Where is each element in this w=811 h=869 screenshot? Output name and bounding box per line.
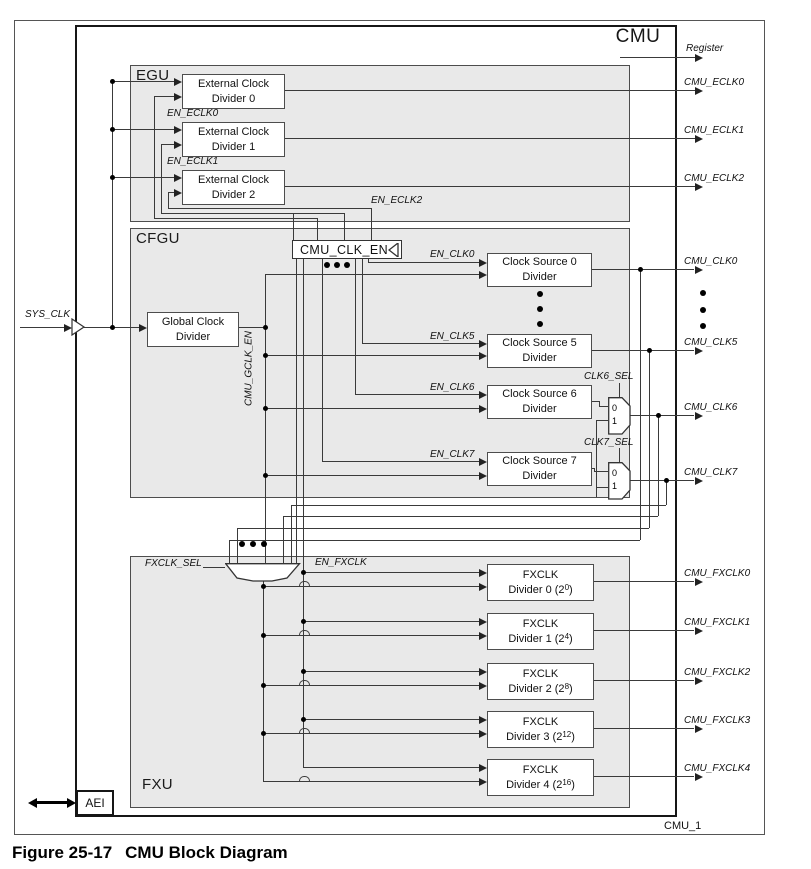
wire-hop xyxy=(299,581,310,587)
wire xyxy=(293,213,294,240)
wire xyxy=(237,528,238,563)
wire xyxy=(371,208,372,240)
cmu-gclk-en-label: CMU_GCLK_EN xyxy=(243,330,255,407)
wire xyxy=(592,630,694,631)
en-eclk1-label: EN_ECLK1 xyxy=(167,156,219,167)
wire xyxy=(237,528,649,529)
junction-dot xyxy=(263,473,268,478)
arrowhead-icon xyxy=(479,764,487,772)
wire xyxy=(168,208,371,209)
fxclk-divider-0: FXCLK Divider 0 $(2^0)$ xyxy=(487,564,594,601)
wire xyxy=(112,129,174,130)
wire xyxy=(322,259,323,461)
arrowhead-icon xyxy=(479,271,487,279)
wire-hop xyxy=(299,776,310,782)
cfgu-label: CFGU xyxy=(136,230,180,247)
arrowhead-icon xyxy=(174,93,182,101)
wire xyxy=(283,516,284,563)
wire xyxy=(263,635,479,636)
wire xyxy=(161,144,175,145)
junction-dot xyxy=(110,79,115,84)
ellipsis-dot xyxy=(700,323,706,329)
wire xyxy=(620,57,695,58)
cmu-eclk1-label: CMU_ECLK1 xyxy=(684,125,745,136)
clk7-mux xyxy=(608,462,632,500)
wire xyxy=(619,448,620,462)
arrowhead-icon xyxy=(479,569,487,577)
wire xyxy=(317,218,318,240)
clock-source-5-divider: Clock Source 5 Divider xyxy=(487,334,592,368)
cmu-clk0-label: CMU_CLK0 xyxy=(684,256,738,267)
wire xyxy=(666,480,667,505)
arrowhead-icon xyxy=(174,141,182,149)
arrowhead-icon xyxy=(479,458,487,466)
wire xyxy=(296,259,297,563)
cmu-clk-en-block: CMU_CLK_EN xyxy=(292,240,402,259)
aei-bus-wire xyxy=(36,801,68,804)
junction-dot xyxy=(110,325,115,330)
wire xyxy=(263,581,264,781)
junction-dot xyxy=(263,406,268,411)
wire xyxy=(596,487,597,497)
wire xyxy=(283,90,695,91)
wire xyxy=(658,415,659,516)
arrowhead-icon xyxy=(695,677,703,685)
arrowhead-left-icon xyxy=(28,798,37,808)
arrowhead-icon xyxy=(479,632,487,640)
sys-clk-label: SYS_CLK xyxy=(25,309,71,320)
fxclk-divider-3: FXCLK Divider 3 $(2^{12})$ xyxy=(487,711,594,748)
arrowhead-icon xyxy=(479,778,487,786)
clock-source-0-divider: Clock Source 0 Divider xyxy=(487,253,592,287)
wire-hop xyxy=(299,630,310,636)
wire xyxy=(229,540,230,563)
en-clk6-label: EN_CLK6 xyxy=(430,382,475,393)
junction-dot xyxy=(301,717,306,722)
arrowhead-icon xyxy=(479,352,487,360)
junction-dot xyxy=(301,570,306,575)
instance-label: CMU_1 xyxy=(664,820,702,832)
wire xyxy=(263,733,479,734)
wire xyxy=(265,475,479,476)
wire xyxy=(592,581,694,582)
wire xyxy=(322,461,479,462)
svg-text:0: 0 xyxy=(612,403,618,413)
svg-text:0: 0 xyxy=(612,468,618,478)
wire xyxy=(265,274,266,563)
arrowhead-icon xyxy=(479,716,487,724)
junction-dot xyxy=(261,633,266,638)
arrowhead-icon xyxy=(174,78,182,86)
wire xyxy=(640,269,641,540)
junction-dot xyxy=(261,584,266,589)
arrowhead-icon xyxy=(479,682,487,690)
arrowhead-icon xyxy=(695,54,703,62)
ellipsis-dot xyxy=(324,262,330,268)
arrowhead-icon xyxy=(695,477,703,485)
ellipsis-dot xyxy=(334,262,340,268)
wire xyxy=(596,420,597,497)
junction-dot xyxy=(110,175,115,180)
egu-label: EGU xyxy=(136,67,170,84)
fxclk-sel-label: FXCLK_SEL xyxy=(145,558,202,569)
wire xyxy=(112,177,174,178)
clk6-mux xyxy=(608,397,632,435)
wire xyxy=(265,355,479,356)
wire xyxy=(303,621,479,622)
clock-input-buffer-icon xyxy=(71,318,86,336)
arrowhead-right-icon xyxy=(67,798,76,808)
arrowhead-icon xyxy=(695,266,703,274)
wire xyxy=(592,680,694,681)
wire xyxy=(291,505,292,563)
wire xyxy=(368,262,479,263)
external-clock-divider-2: External Clock Divider 2 xyxy=(182,170,285,205)
en-clk0-label: EN_CLK0 xyxy=(430,249,475,260)
aei-block: AEI xyxy=(76,790,114,816)
arrowhead-icon xyxy=(695,725,703,733)
fxu-label: FXU xyxy=(142,776,173,793)
en-clk7-label: EN_CLK7 xyxy=(430,449,475,460)
wire xyxy=(154,96,175,97)
en-clk5-label: EN_CLK5 xyxy=(430,331,475,342)
junction-dot xyxy=(261,683,266,688)
arrowhead-icon xyxy=(479,668,487,676)
arrowhead-icon xyxy=(695,87,703,95)
external-clock-divider-0: External Clock Divider 0 xyxy=(182,74,285,109)
junction-dot xyxy=(263,325,268,330)
fxclk-mux xyxy=(225,563,301,582)
clock-notch-icon xyxy=(388,243,399,257)
arrowhead-icon xyxy=(695,412,703,420)
arrowhead-icon xyxy=(479,259,487,267)
cmu-eclk2-label: CMU_ECLK2 xyxy=(684,173,745,184)
junction-dot xyxy=(110,127,115,132)
wire xyxy=(303,719,479,720)
register-output-label: Register xyxy=(686,43,724,54)
arrowhead-icon xyxy=(174,126,182,134)
ellipsis-dot xyxy=(700,307,706,313)
fxclk-divider-2: FXCLK Divider 2 $(2^8)$ xyxy=(487,663,594,700)
arrowhead-icon xyxy=(695,183,703,191)
wire xyxy=(161,144,162,213)
wire xyxy=(362,259,363,343)
junction-dot xyxy=(647,348,652,353)
cmu-clk6-label: CMU_CLK6 xyxy=(684,402,738,413)
junction-dot xyxy=(656,413,661,418)
arrowhead-icon xyxy=(479,391,487,399)
wire xyxy=(594,471,608,472)
global-clock-divider: Global Clock Divider xyxy=(147,312,239,347)
ellipsis-dot xyxy=(700,290,706,296)
svg-text:1: 1 xyxy=(612,416,618,426)
cmu-fxclk4-label: CMU_FXCLK4 xyxy=(684,763,751,774)
arrowhead-icon xyxy=(695,627,703,635)
cmu-clk5-label: CMU_CLK5 xyxy=(684,337,738,348)
junction-dot xyxy=(664,478,669,483)
wire xyxy=(283,138,695,139)
wire xyxy=(112,81,113,328)
wire xyxy=(283,516,658,517)
ellipsis-dot xyxy=(537,306,543,312)
cmu-fxclk3-label: CMU_FXCLK3 xyxy=(684,715,751,726)
wire xyxy=(596,420,608,421)
wire xyxy=(303,671,479,672)
clock-source-7-divider: Clock Source 7 Divider xyxy=(487,452,592,486)
en-eclk2-label: EN_ECLK2 xyxy=(371,195,423,206)
external-clock-divider-1: External Clock Divider 1 xyxy=(182,122,285,157)
wire xyxy=(20,327,64,328)
arrowhead-icon xyxy=(479,405,487,413)
wire xyxy=(596,487,608,488)
cmu-eclk0-label: CMU_ECLK0 xyxy=(684,77,745,88)
wire xyxy=(265,408,479,409)
arrowhead-icon xyxy=(479,340,487,348)
wire xyxy=(303,259,304,767)
wire xyxy=(592,776,694,777)
junction-dot xyxy=(263,353,268,358)
cmu-clk7-label: CMU_CLK7 xyxy=(684,467,738,478)
wire xyxy=(362,343,479,344)
ellipsis-dot xyxy=(537,321,543,327)
junction-dot xyxy=(301,669,306,674)
wire xyxy=(649,350,650,528)
arrowhead-icon xyxy=(174,174,182,182)
wire xyxy=(168,192,169,208)
wire xyxy=(263,586,479,587)
clock-source-6-divider: Clock Source 6 Divider xyxy=(487,385,592,419)
junction-dot xyxy=(261,731,266,736)
ellipsis-dot xyxy=(537,291,543,297)
figure-caption: Figure 25-17 CMU Block Diagram xyxy=(12,843,288,862)
clk7-sel-label: CLK7_SEL xyxy=(584,437,634,448)
arrowhead-icon xyxy=(139,324,147,332)
fxclk-divider-1: FXCLK Divider 1 $(2^4)$ xyxy=(487,613,594,650)
wire xyxy=(263,685,479,686)
ellipsis-dot xyxy=(344,262,350,268)
cmu-fxclk1-label: CMU_FXCLK1 xyxy=(684,617,751,628)
wire xyxy=(303,572,479,573)
wire xyxy=(154,96,155,218)
arrowhead-icon xyxy=(479,618,487,626)
arrowhead-icon xyxy=(695,578,703,586)
arrowhead-icon xyxy=(479,730,487,738)
wire xyxy=(203,567,225,568)
wire xyxy=(283,186,695,187)
wire xyxy=(344,213,345,240)
cmu-title: CMU xyxy=(615,26,661,47)
wire xyxy=(291,505,666,506)
wire xyxy=(599,406,608,407)
wire xyxy=(592,728,694,729)
clk6-sel-label: CLK6_SEL xyxy=(584,371,634,382)
ellipsis-dot xyxy=(261,541,267,547)
cmu-fxclk2-label: CMU_FXCLK2 xyxy=(684,667,751,678)
cmu-fxclk0-label: CMU_FXCLK0 xyxy=(684,568,751,579)
wire xyxy=(263,781,479,782)
en-eclk0-label: EN_ECLK0 xyxy=(167,108,219,119)
wire-hop xyxy=(299,680,310,686)
wire xyxy=(590,350,694,351)
wire xyxy=(619,383,620,397)
wire xyxy=(355,259,356,394)
fxclk-divider-4: FXCLK Divider 4 $(2^{16})$ xyxy=(487,759,594,796)
arrowhead-icon xyxy=(64,324,72,332)
arrowhead-icon xyxy=(479,472,487,480)
arrowhead-icon xyxy=(695,135,703,143)
junction-dot xyxy=(638,267,643,272)
wire xyxy=(303,767,479,768)
arrowhead-icon xyxy=(479,583,487,591)
arrowhead-icon xyxy=(695,347,703,355)
wire xyxy=(355,394,479,395)
en-fxclk-label: EN_FXCLK xyxy=(315,557,367,568)
ellipsis-dot xyxy=(250,541,256,547)
ellipsis-dot xyxy=(239,541,245,547)
arrowhead-icon xyxy=(174,189,182,197)
wire xyxy=(161,213,344,214)
svg-text:1: 1 xyxy=(612,481,618,491)
wire-hop xyxy=(299,728,310,734)
junction-dot xyxy=(301,619,306,624)
arrowhead-icon xyxy=(695,773,703,781)
wire xyxy=(265,274,479,275)
